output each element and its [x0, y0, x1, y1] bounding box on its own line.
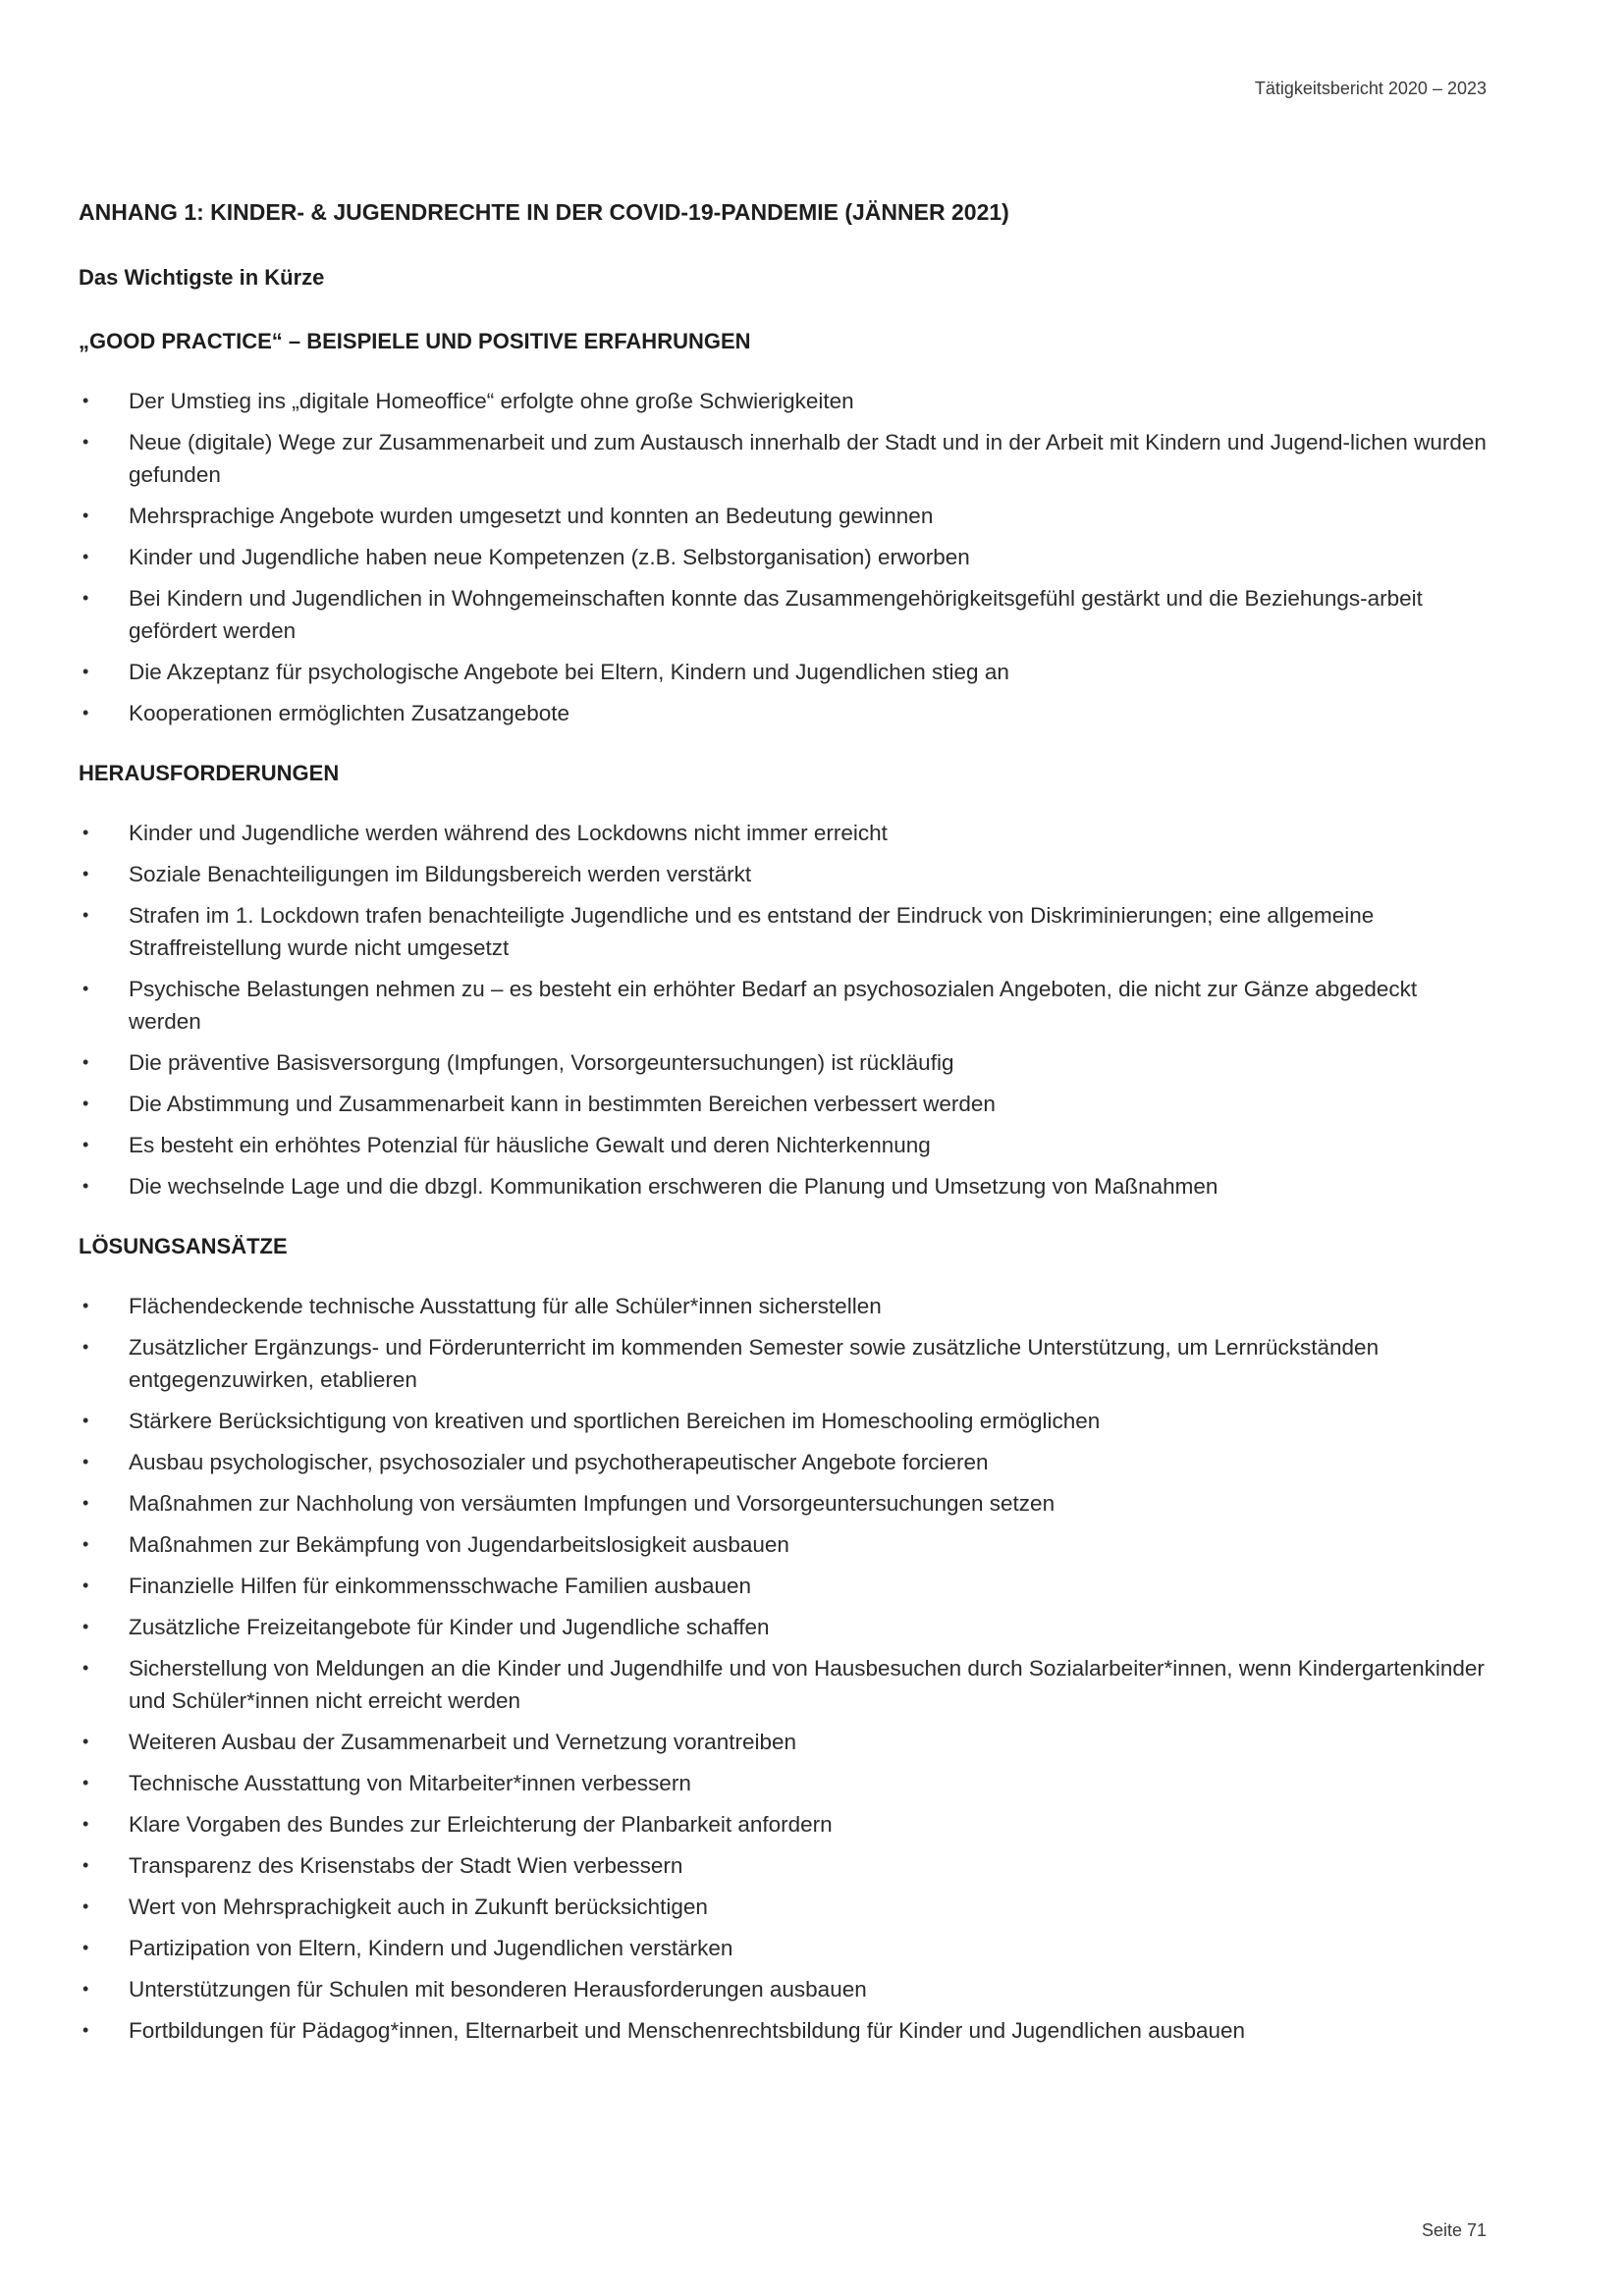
- bullet-icon: •: [82, 432, 89, 452]
- bullet-icon: •: [82, 1938, 89, 1957]
- list-item: • Maßnahmen zur Bekämpfung von Jugendarbeitslosigkeit ausbauen: [79, 1528, 1492, 1561]
- section-heading-solutions: LÖSUNGSANSÄTZE: [79, 1234, 288, 1258]
- bullet-icon: •: [82, 547, 89, 566]
- bullet-icon: •: [82, 1052, 89, 1072]
- list-item: • Ausbau psychologischer, psychosozialer und psychotherapeutischer Angebote forcieren: [79, 1446, 1492, 1478]
- bullet-icon: •: [82, 1296, 89, 1315]
- section-heading-good-practice: „GOOD PRACTICE“ – BEISPIELE UND POSITIVE ERFAHRUNGEN: [79, 329, 751, 353]
- bullet-icon: •: [82, 905, 89, 925]
- list-item: • Zusätzlicher Ergänzungs- und Förderunterricht im kommenden Semester sowie zusätzliche Unterstützung, um Lernrückständen entgegenzuwirken, etablieren: [79, 1331, 1492, 1396]
- list-item: • Kinder und Jugendliche werden während des Lockdowns nicht immer erreicht: [79, 817, 1492, 849]
- bullet-icon: •: [82, 588, 89, 608]
- list-item: • Maßnahmen zur Nachholung von versäumten Impfungen und Vorsorgeuntersuchungen setzen: [79, 1487, 1492, 1520]
- bullet-icon: •: [82, 703, 89, 722]
- bullet-icon: •: [82, 823, 89, 842]
- list-item: • Strafen im 1. Lockdown trafen benachteiligte Jugendliche und es entstand der Eindruck von Diskriminierungen; eine allgemeine Straffreistellung wurde nicht umgesetzt: [79, 899, 1492, 964]
- list-item: • Unterstützungen für Schulen mit besonderen Herausforderungen ausbauen: [79, 1973, 1492, 2005]
- list-item: • Technische Ausstattung von Mitarbeiter*innen verbessern: [79, 1767, 1492, 1799]
- list-item: • Weiteren Ausbau der Zusammenarbeit und Vernetzung vorantreiben: [79, 1726, 1492, 1758]
- list-item: • Partizipation von Eltern, Kindern und Jugendlichen verstärken: [79, 1932, 1492, 1964]
- list-item: • Mehrsprachige Angebote wurden umgesetzt und konnten an Bedeutung gewinnen: [79, 500, 1492, 532]
- list-item: • Zusätzliche Freizeitangebote für Kinder und Jugendliche schaffen: [79, 1611, 1492, 1643]
- list-item: • Der Umstieg ins „digitale Homeoffice“ erfolgte ohne große Schwierigkeiten: [79, 385, 1492, 417]
- list-item: • Kooperationen ermöglichten Zusatzangebote: [79, 697, 1492, 729]
- list-item: • Transparenz des Krisenstabs der Stadt Wien verbessern: [79, 1849, 1492, 1882]
- bullet-icon: •: [82, 1979, 89, 1999]
- bullet-icon: •: [82, 1452, 89, 1471]
- bullet-icon: •: [82, 1493, 89, 1513]
- list-item: • Die wechselnde Lage und die dbzgl. Kommunikation erschweren die Planung und Umsetzung von Maßnahmen: [79, 1170, 1492, 1202]
- bullet-icon: •: [82, 979, 89, 998]
- list-item: • Wert von Mehrsprachigkeit auch in Zukunft berücksichtigen: [79, 1891, 1492, 1923]
- list-item: • Stärkere Berücksichtigung von kreativen und sportlichen Bereichen im Homeschooling ermöglichen: [79, 1405, 1492, 1437]
- list-item: • Es besteht ein erhöhtes Potenzial für häusliche Gewalt und deren Nichterkennung: [79, 1129, 1492, 1161]
- bullet-icon: •: [82, 2020, 89, 2040]
- list-item: • Kinder und Jugendliche haben neue Kompetenzen (z.B. Selbstorganisation) erworben: [79, 541, 1492, 573]
- bullet-icon: •: [82, 1814, 89, 1834]
- list-challenges: [79, 817, 1492, 1202]
- bullet-icon: •: [82, 1534, 89, 1554]
- list-item: • Bei Kindern und Jugendlichen in Wohngemeinschaften konnte das Zusammengehörigkeitsgefühl gestärkt und die Beziehungs-arbeit gefördert werden: [79, 582, 1492, 647]
- bullet-icon: •: [82, 1896, 89, 1916]
- list-item: • Psychische Belastungen nehmen zu – es besteht ein erhöhter Bedarf an psychosozialen Angeboten, die nicht zur Gänze abgedeckt werden: [79, 973, 1492, 1038]
- list-item: • Die Akzeptanz für psychologische Angebote bei Eltern, Kindern und Jugendlichen stieg an: [79, 656, 1492, 688]
- bullet-icon: •: [82, 1732, 89, 1751]
- list-item: • Flächendeckende technische Ausstattung für alle Schüler*innen sicherstellen: [79, 1290, 1492, 1322]
- section-heading-challenges: HERAUSFORDERUNGEN: [79, 761, 340, 785]
- list-item: • Fortbildungen für Pädagog*innen, Elternarbeit und Menschenrechtsbildung für Kinder und Jugendlichen ausbauen: [79, 2014, 1492, 2047]
- list-item: • Neue (digitale) Wege zur Zusammenarbeit und zum Austausch innerhalb der Stadt und in der Arbeit mit Kindern und Jugend-lichen wurden gefunden: [79, 426, 1492, 491]
- list-item: • Klare Vorgaben des Bundes zur Erleichterung der Planbarkeit anfordern: [79, 1808, 1492, 1841]
- bullet-icon: •: [82, 1575, 89, 1595]
- bullet-icon: •: [82, 1411, 89, 1430]
- bullet-icon: •: [82, 1855, 89, 1875]
- list-good-practice: [79, 385, 1492, 729]
- bullet-icon: •: [82, 1617, 89, 1636]
- list-item: • Die präventive Basisversorgung (Impfungen, Vorsorgeuntersuchungen) ist rückläufig: [79, 1046, 1492, 1079]
- list-solutions: [79, 1290, 1492, 2047]
- bullet-icon: •: [82, 1658, 89, 1678]
- bullet-icon: •: [82, 1135, 89, 1154]
- document-body: [79, 192, 1492, 2056]
- bullet-icon: •: [82, 1176, 89, 1196]
- page-number: Seite 71: [1421, 2220, 1487, 2240]
- bullet-icon: •: [82, 1094, 89, 1113]
- running-header: Tätigkeitsbericht 2020 – 2023: [1254, 79, 1487, 98]
- list-item: • Soziale Benachteiligungen im Bildungsbereich werden verstärkt: [79, 858, 1492, 890]
- list-item: • Finanzielle Hilfen für einkommensschwache Familien ausbauen: [79, 1570, 1492, 1602]
- page-title: ANHANG 1: KINDER- & JUGENDRECHTE IN DER COVID-19-PANDEMIE (JÄNNER 2021): [79, 199, 1009, 225]
- list-item: • Die Abstimmung und Zusammenarbeit kann in bestimmten Bereichen verbessert werden: [79, 1088, 1492, 1120]
- bullet-icon: •: [82, 864, 89, 883]
- list-item: • Sicherstellung von Meldungen an die Kinder und Jugendhilfe und von Hausbesuchen durch Sozialarbeiter*innen, wenn Kindergartenkinder und Schüler*innen nicht erreicht werden: [79, 1652, 1492, 1717]
- bullet-icon: •: [82, 506, 89, 525]
- bullet-icon: •: [82, 391, 89, 410]
- page-subtitle: Das Wichtigste in Kürze: [79, 265, 325, 290]
- bullet-icon: •: [82, 1337, 89, 1357]
- bullet-icon: •: [82, 662, 89, 681]
- bullet-icon: •: [82, 1773, 89, 1792]
